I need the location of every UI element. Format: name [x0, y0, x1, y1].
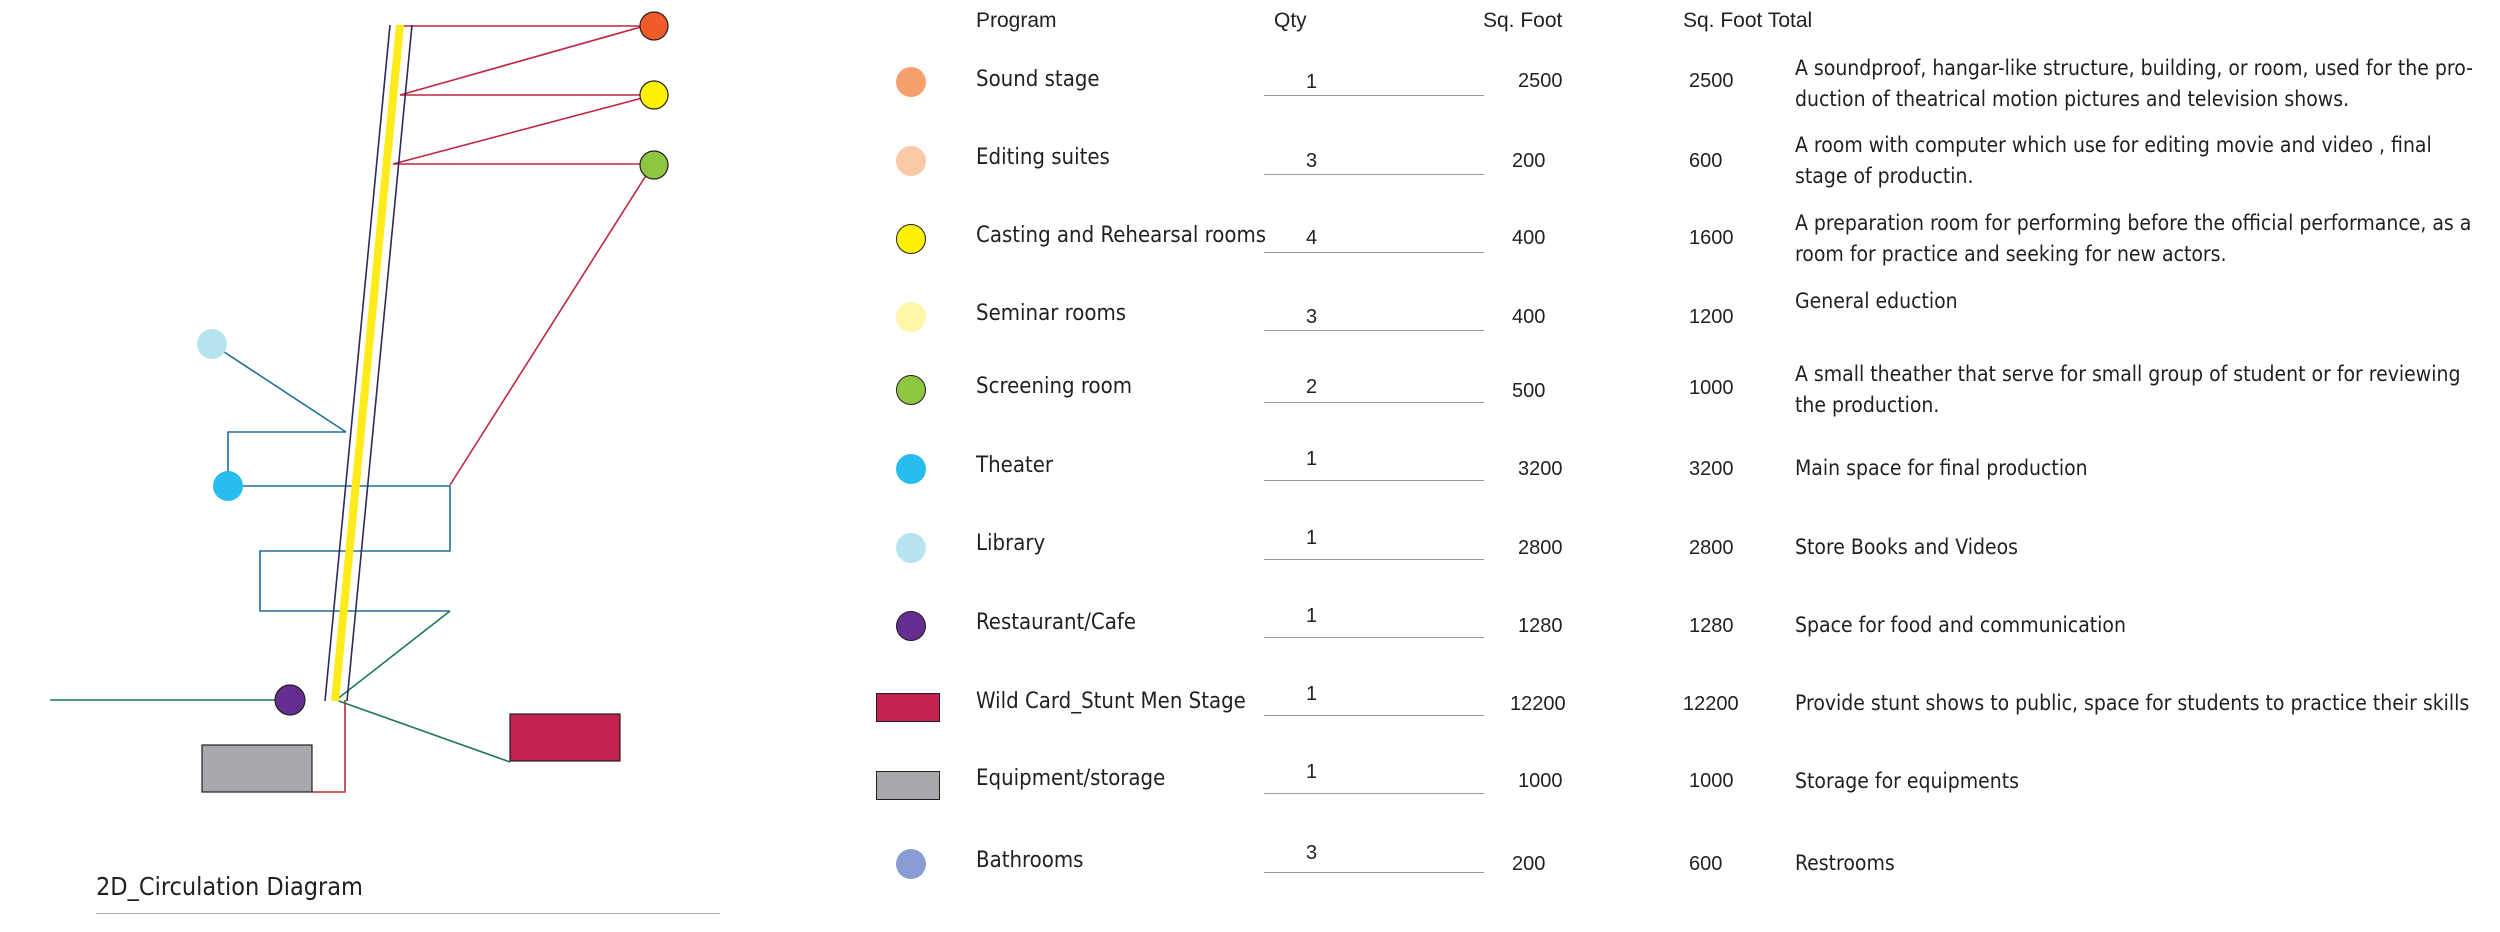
table-row: [0, 513, 2500, 583]
program-name: Screening room: [976, 374, 1133, 399]
qty-value: 4: [1306, 227, 1318, 249]
table-row: [0, 204, 2500, 274]
program-description: Store Books and Videos: [1795, 535, 2019, 559]
program-name: Library: [976, 531, 1046, 556]
program-description: A preparation room for performing before the official performance, as a room for practice and seeking for new actors.: [1795, 211, 2472, 266]
symbol-theater: [896, 454, 926, 484]
sqft-total-value: 12200: [1683, 693, 1739, 715]
sqft-value: 12200: [1510, 693, 1566, 715]
sqft-value: 400: [1512, 306, 1546, 328]
symbol-equipment-storage: [876, 771, 940, 800]
qty-value: 3: [1306, 842, 1318, 864]
qty-underline: [1264, 174, 1484, 175]
table-row: [0, 829, 2500, 899]
qty-value: 1: [1306, 71, 1318, 93]
sqft-total-value: 2800: [1689, 537, 1734, 559]
qty-underline: [1264, 330, 1484, 331]
qty-underline: [1264, 637, 1484, 638]
symbol-library: [896, 533, 926, 563]
symbol-casting-rooms: [896, 224, 926, 254]
caption-divider: [96, 913, 720, 914]
qty-underline: [1264, 715, 1484, 716]
qty-underline: [1264, 252, 1484, 253]
header-sqft: Sq. Foot: [1483, 9, 1563, 32]
symbol-seminar-rooms: [896, 302, 926, 332]
table-row: [0, 591, 2500, 661]
diagram-caption: 2D_Circulation Diagram: [96, 872, 363, 901]
sqft-value: 2500: [1518, 70, 1563, 92]
qty-value: 3: [1306, 306, 1318, 328]
sqft-total-value: 600: [1689, 853, 1723, 875]
program-name: Bathrooms: [976, 848, 1084, 873]
program-description: A small theather that serve for small group of student or for reviewing the production.: [1795, 362, 2461, 417]
qty-value: 1: [1306, 683, 1318, 705]
program-name: Equipment/storage: [976, 766, 1166, 791]
qty-underline: [1264, 402, 1484, 403]
sqft-total-value: 1000: [1689, 770, 1734, 792]
qty-value: 1: [1306, 761, 1318, 783]
table-row: [0, 747, 2500, 817]
header-program: Program: [976, 9, 1057, 32]
program-description: Provide stunt shows to public, space for students to practice their skills: [1795, 691, 2470, 715]
sqft-value: 500: [1512, 380, 1546, 402]
program-description: A soundproof, hangar-like structure, building, or room, used for the pro-duction of theatrical motion pictures and television shows.: [1795, 56, 2473, 111]
sqft-total-value: 600: [1689, 150, 1723, 172]
program-name: Restaurant/Cafe: [976, 610, 1137, 635]
program-name: Casting and Rehearsal rooms: [976, 223, 1267, 248]
program-description: Main space for final production: [1795, 456, 2088, 480]
sqft-value: 1000: [1518, 770, 1563, 792]
sqft-total-value: 3200: [1689, 458, 1734, 480]
sqft-total-value: 1280: [1689, 615, 1734, 637]
qty-value: 3: [1306, 150, 1318, 172]
symbol-screening-room: [896, 375, 926, 405]
program-description: Storage for equipments: [1795, 769, 2019, 793]
program-name: Seminar rooms: [976, 301, 1127, 326]
qty-underline: [1264, 95, 1484, 96]
header-qty: Qty: [1274, 9, 1307, 32]
qty-underline: [1264, 559, 1484, 560]
qty-underline: [1264, 480, 1484, 481]
qty-value: 1: [1306, 605, 1318, 627]
node-sound-stage: [640, 12, 668, 40]
program-description: Restrooms: [1795, 851, 1895, 875]
symbol-sound-stage: [896, 67, 926, 97]
qty-value: 1: [1306, 527, 1318, 549]
program-description: General eduction: [1795, 289, 1958, 313]
table-row: [0, 434, 2500, 504]
qty-underline: [1264, 872, 1484, 873]
header-sqft-total: Sq. Foot Total: [1683, 9, 1813, 32]
qty-value: 2: [1306, 376, 1318, 398]
table-row: [0, 355, 2500, 425]
sqft-value: 3200: [1518, 458, 1563, 480]
program-name: Wild Card_Stunt Men Stage: [976, 689, 1246, 714]
sqft-total-value: 1000: [1689, 377, 1734, 399]
table-row: [0, 669, 2500, 739]
symbol-stunt-stage: [876, 693, 940, 722]
program-description: Space for food and communication: [1795, 613, 2126, 637]
sqft-value: 400: [1512, 227, 1546, 249]
symbol-editing-suites: [896, 146, 926, 176]
program-name: Sound stage: [976, 67, 1100, 92]
sqft-value: 1280: [1518, 615, 1563, 637]
qty-underline: [1264, 793, 1484, 794]
qty-value: 1: [1306, 448, 1318, 470]
symbol-restaurant: [896, 611, 926, 641]
sqft-total-value: 1600: [1689, 227, 1734, 249]
table-row: [0, 126, 2500, 196]
table-row: [0, 47, 2500, 117]
program-description: A room with computer which use for editing movie and video , final stage of productin.: [1795, 133, 2432, 188]
sqft-value: 200: [1512, 150, 1546, 172]
symbol-bathrooms: [896, 849, 926, 879]
program-name: Editing suites: [976, 145, 1110, 170]
program-name: Theater: [976, 453, 1054, 478]
sqft-value: 200: [1512, 853, 1546, 875]
sqft-total-value: 2500: [1689, 70, 1734, 92]
sqft-value: 2800: [1518, 537, 1563, 559]
table-row: [0, 282, 2500, 352]
sqft-total-value: 1200: [1689, 306, 1734, 328]
